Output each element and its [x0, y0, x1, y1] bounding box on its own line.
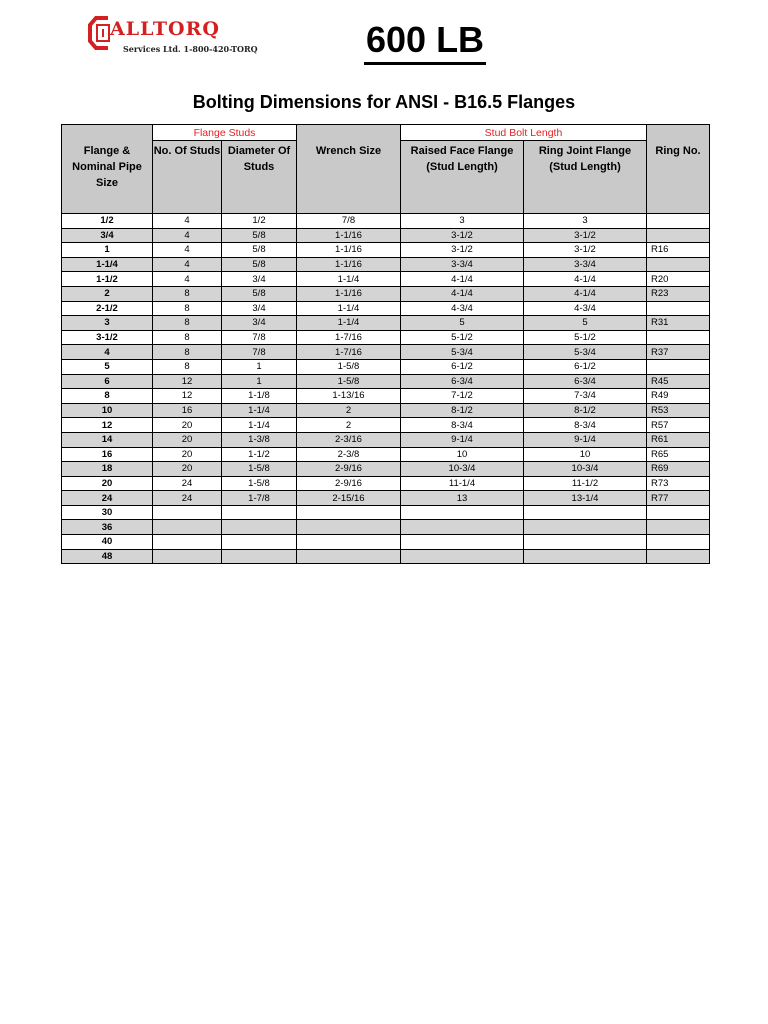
cell-flange-size: 36	[62, 520, 153, 535]
cell-diameter: 1-1/4	[222, 418, 297, 433]
table-row	[62, 359, 710, 374]
cell-flange-size: 3/4	[62, 228, 153, 243]
cell-flange-size: 14	[62, 432, 153, 447]
cell-wrench-size: 1-7/16	[297, 330, 401, 345]
header-flange-size: Flange & Nominal Pipe Size	[62, 125, 153, 214]
header-diameter-of-studs: Diameter Of Studs	[222, 141, 297, 214]
cell-ring-joint: 6-3/4	[524, 374, 647, 389]
cell-ring-joint: 4-3/4	[524, 301, 647, 316]
cell-ring-joint: 5	[524, 316, 647, 331]
cell-diameter: 3/4	[222, 272, 297, 287]
cell-diameter: 5/8	[222, 228, 297, 243]
cell-diameter: 1-1/2	[222, 447, 297, 462]
cell-diameter: 7/8	[222, 345, 297, 360]
cell-ring-joint: 9-1/4	[524, 432, 647, 447]
header-ring-joint: Ring Joint Flange (Stud Length)	[524, 141, 647, 214]
table-row	[62, 301, 710, 316]
cell-no-of-studs: 4	[153, 243, 222, 258]
page-subtitle: Bolting Dimensions for ANSI - B16.5 Flanges	[192, 92, 576, 112]
cell-wrench-size: 2-9/16	[297, 476, 401, 491]
cell-raised-face	[401, 549, 524, 564]
cell-flange-size: 1-1/2	[62, 272, 153, 287]
cell-no-of-studs: 20	[153, 418, 222, 433]
cell-no-of-studs: 24	[153, 476, 222, 491]
table-row	[62, 520, 710, 535]
page-title: 600 LB	[364, 18, 486, 65]
company-logo	[88, 14, 278, 60]
cell-raised-face: 5	[401, 316, 524, 331]
cell-wrench-size: 2	[297, 403, 401, 418]
table-row	[62, 374, 710, 389]
cell-no-of-studs	[153, 505, 222, 520]
cell-no-of-studs: 24	[153, 491, 222, 506]
cell-diameter: 5/8	[222, 257, 297, 272]
cell-no-of-studs	[153, 549, 222, 564]
cell-wrench-size	[297, 505, 401, 520]
table-row	[62, 389, 710, 404]
cell-diameter: 5/8	[222, 286, 297, 301]
cell-ring-no: R65	[647, 447, 710, 462]
cell-diameter: 1-5/8	[222, 476, 297, 491]
cell-ring-joint: 4-1/4	[524, 286, 647, 301]
table-row	[62, 243, 710, 258]
cell-diameter	[222, 549, 297, 564]
cell-wrench-size: 1-1/16	[297, 286, 401, 301]
cell-diameter: 7/8	[222, 330, 297, 345]
cell-no-of-studs: 8	[153, 316, 222, 331]
cell-ring-no: R69	[647, 462, 710, 477]
cell-raised-face: 8-3/4	[401, 418, 524, 433]
table-row	[62, 330, 710, 345]
table-row	[62, 228, 710, 243]
cell-no-of-studs: 16	[153, 403, 222, 418]
cell-raised-face: 9-1/4	[401, 432, 524, 447]
cell-raised-face: 3-3/4	[401, 257, 524, 272]
logo-brand: ALLTORQ	[110, 18, 220, 40]
cell-flange-size: 6	[62, 374, 153, 389]
cell-ring-no: R53	[647, 403, 710, 418]
cell-ring-joint: 7-3/4	[524, 389, 647, 404]
cell-raised-face: 3-1/2	[401, 243, 524, 258]
cell-ring-joint: 6-1/2	[524, 359, 647, 374]
cell-flange-size: 2-1/2	[62, 301, 153, 316]
cell-no-of-studs: 8	[153, 301, 222, 316]
cell-diameter: 1-1/4	[222, 403, 297, 418]
cell-diameter: 1-1/8	[222, 389, 297, 404]
cell-diameter: 1-7/8	[222, 491, 297, 506]
cell-ring-no: R23	[647, 286, 710, 301]
logo-tagline: Services Ltd. 1-800-420-TORQ	[123, 44, 258, 54]
cell-raised-face	[401, 505, 524, 520]
cell-flange-size: 3-1/2	[62, 330, 153, 345]
cell-no-of-studs: 8	[153, 286, 222, 301]
cell-ring-no	[647, 535, 710, 550]
cell-raised-face: 7-1/2	[401, 389, 524, 404]
cell-diameter: 3/4	[222, 316, 297, 331]
cell-flange-size: 8	[62, 389, 153, 404]
table-row	[62, 549, 710, 564]
header-group-flange-studs: Flange Studs	[153, 125, 297, 141]
cell-diameter: 1	[222, 374, 297, 389]
cell-no-of-studs: 12	[153, 389, 222, 404]
table-body	[62, 214, 710, 564]
cell-raised-face: 6-1/2	[401, 359, 524, 374]
cell-flange-size: 1-1/4	[62, 257, 153, 272]
cell-diameter: 5/8	[222, 243, 297, 258]
cell-wrench-size: 1-13/16	[297, 389, 401, 404]
cell-ring-joint: 5-1/2	[524, 330, 647, 345]
cell-wrench-size: 2-9/16	[297, 462, 401, 477]
cell-ring-no	[647, 520, 710, 535]
cell-ring-joint: 5-3/4	[524, 345, 647, 360]
header-raised-face: Raised Face Flange (Stud Length)	[401, 141, 524, 214]
cell-ring-joint	[524, 505, 647, 520]
cell-ring-no	[647, 228, 710, 243]
cell-wrench-size: 1-1/16	[297, 228, 401, 243]
cell-ring-joint: 13-1/4	[524, 491, 647, 506]
table-row	[62, 447, 710, 462]
cell-flange-size: 2	[62, 286, 153, 301]
cell-ring-no	[647, 301, 710, 316]
cell-diameter	[222, 535, 297, 550]
cell-raised-face: 3-1/2	[401, 228, 524, 243]
cell-no-of-studs: 8	[153, 330, 222, 345]
cell-ring-no	[647, 505, 710, 520]
header-wrench-size: Wrench Size	[297, 125, 401, 214]
cell-wrench-size: 1-7/16	[297, 345, 401, 360]
cell-no-of-studs: 12	[153, 374, 222, 389]
cell-flange-size: 4	[62, 345, 153, 360]
cell-raised-face: 5-3/4	[401, 345, 524, 360]
cell-ring-no: R45	[647, 374, 710, 389]
cell-no-of-studs: 4	[153, 214, 222, 229]
cell-raised-face: 3	[401, 214, 524, 229]
cell-ring-joint: 10-3/4	[524, 462, 647, 477]
cell-no-of-studs: 8	[153, 345, 222, 360]
cell-ring-no: R16	[647, 243, 710, 258]
cell-flange-size: 24	[62, 491, 153, 506]
cell-diameter	[222, 520, 297, 535]
table-row	[62, 505, 710, 520]
table-row	[62, 272, 710, 287]
cell-diameter	[222, 505, 297, 520]
cell-raised-face: 4-1/4	[401, 286, 524, 301]
cell-ring-no: R20	[647, 272, 710, 287]
cell-raised-face: 8-1/2	[401, 403, 524, 418]
cell-ring-no	[647, 330, 710, 345]
bolting-dimensions-table	[61, 124, 710, 564]
cell-wrench-size: 1-1/4	[297, 272, 401, 287]
cell-raised-face: 5-1/2	[401, 330, 524, 345]
cell-wrench-size	[297, 520, 401, 535]
table-row	[62, 214, 710, 229]
cell-diameter: 1-3/8	[222, 432, 297, 447]
cell-no-of-studs: 4	[153, 272, 222, 287]
cell-flange-size: 30	[62, 505, 153, 520]
cell-flange-size: 1/2	[62, 214, 153, 229]
header-ring-no: Ring No.	[647, 125, 710, 214]
cell-ring-no	[647, 257, 710, 272]
cell-ring-no: R73	[647, 476, 710, 491]
cell-ring-joint: 11-1/2	[524, 476, 647, 491]
cell-flange-size: 12	[62, 418, 153, 433]
cell-flange-size: 1	[62, 243, 153, 258]
cell-ring-joint: 3-1/2	[524, 243, 647, 258]
cell-wrench-size	[297, 535, 401, 550]
cell-no-of-studs: 4	[153, 228, 222, 243]
table-row	[62, 535, 710, 550]
cell-ring-no: R31	[647, 316, 710, 331]
cell-ring-joint: 10	[524, 447, 647, 462]
table-row	[62, 257, 710, 272]
cell-ring-joint: 3-3/4	[524, 257, 647, 272]
cell-ring-no: R77	[647, 491, 710, 506]
cell-wrench-size: 2-3/16	[297, 432, 401, 447]
cell-wrench-size: 1-5/8	[297, 374, 401, 389]
header-group-stud-bolt-length: Stud Bolt Length	[401, 125, 647, 141]
cell-no-of-studs	[153, 520, 222, 535]
cell-wrench-size: 1-5/8	[297, 359, 401, 374]
cell-diameter: 3/4	[222, 301, 297, 316]
cell-flange-size: 48	[62, 549, 153, 564]
cell-ring-no: R57	[647, 418, 710, 433]
cell-ring-no: R37	[647, 345, 710, 360]
cell-raised-face	[401, 520, 524, 535]
cell-ring-joint: 8-3/4	[524, 418, 647, 433]
cell-wrench-size: 1-1/4	[297, 316, 401, 331]
cell-wrench-size: 2-3/8	[297, 447, 401, 462]
cell-ring-no	[647, 549, 710, 564]
header-no-of-studs: No. Of Studs	[153, 141, 222, 214]
cell-raised-face: 4-3/4	[401, 301, 524, 316]
cell-ring-no	[647, 214, 710, 229]
cell-flange-size: 5	[62, 359, 153, 374]
cell-raised-face: 10-3/4	[401, 462, 524, 477]
cell-diameter: 1-5/8	[222, 462, 297, 477]
table-row	[62, 403, 710, 418]
cell-flange-size: 3	[62, 316, 153, 331]
cell-wrench-size: 1-1/4	[297, 301, 401, 316]
table-row	[62, 432, 710, 447]
cell-flange-size: 40	[62, 535, 153, 550]
cell-ring-no	[647, 359, 710, 374]
cell-wrench-size: 7/8	[297, 214, 401, 229]
cell-diameter: 1/2	[222, 214, 297, 229]
cell-no-of-studs: 20	[153, 447, 222, 462]
cell-no-of-studs: 4	[153, 257, 222, 272]
table-row	[62, 316, 710, 331]
cell-ring-joint: 4-1/4	[524, 272, 647, 287]
cell-raised-face: 10	[401, 447, 524, 462]
table-row	[62, 476, 710, 491]
cell-flange-size: 20	[62, 476, 153, 491]
cell-ring-joint	[524, 520, 647, 535]
cell-no-of-studs: 8	[153, 359, 222, 374]
cell-no-of-studs: 20	[153, 462, 222, 477]
cell-no-of-studs: 20	[153, 432, 222, 447]
cell-no-of-studs	[153, 535, 222, 550]
cell-raised-face: 4-1/4	[401, 272, 524, 287]
cell-ring-joint: 3-1/2	[524, 228, 647, 243]
cell-wrench-size: 2-15/16	[297, 491, 401, 506]
cell-flange-size: 18	[62, 462, 153, 477]
cell-diameter: 1	[222, 359, 297, 374]
cell-ring-joint: 3	[524, 214, 647, 229]
table-row	[62, 418, 710, 433]
table-row	[62, 462, 710, 477]
cell-ring-joint	[524, 535, 647, 550]
cell-ring-joint	[524, 549, 647, 564]
cell-wrench-size: 1-1/16	[297, 243, 401, 258]
table-row	[62, 286, 710, 301]
cell-wrench-size	[297, 549, 401, 564]
table-row	[62, 345, 710, 360]
cell-raised-face: 11-1/4	[401, 476, 524, 491]
cell-ring-joint: 8-1/2	[524, 403, 647, 418]
cell-raised-face	[401, 535, 524, 550]
cell-ring-no: R61	[647, 432, 710, 447]
cell-flange-size: 10	[62, 403, 153, 418]
cell-raised-face: 6-3/4	[401, 374, 524, 389]
cell-raised-face: 13	[401, 491, 524, 506]
cell-wrench-size: 2	[297, 418, 401, 433]
cell-ring-no: R49	[647, 389, 710, 404]
cell-wrench-size: 1-1/16	[297, 257, 401, 272]
cell-flange-size: 16	[62, 447, 153, 462]
table-row	[62, 491, 710, 506]
